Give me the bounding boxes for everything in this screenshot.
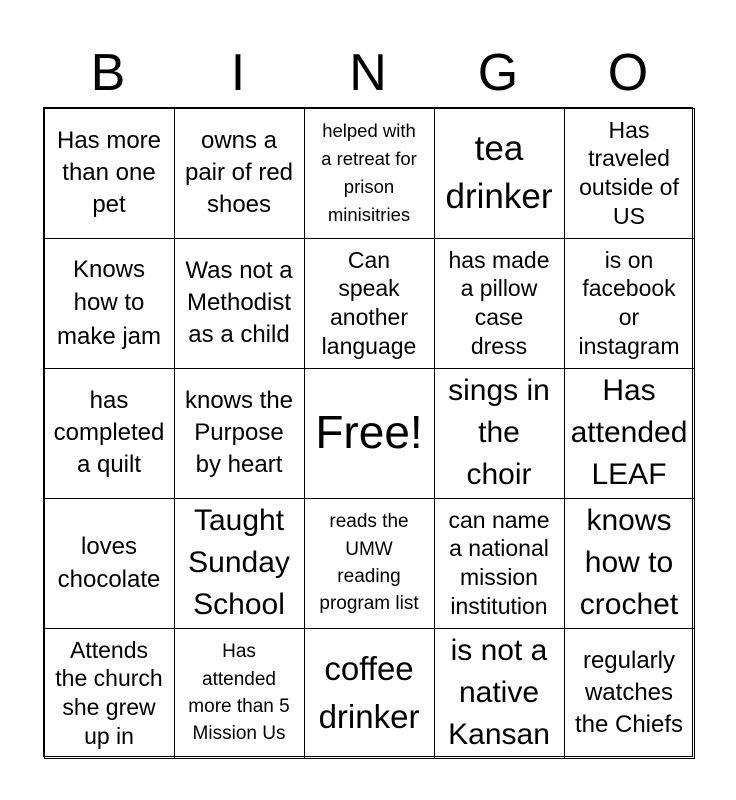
cell-text: is on facebook or instagram (578, 246, 680, 359)
bingo-cell-r4-c4[interactable] (434, 498, 565, 629)
cell-text: Attends the church she grew up in (55, 636, 163, 749)
bingo-cell-r2-c5[interactable] (564, 238, 695, 369)
cell-text: knows the Purpose by heart (184, 387, 294, 478)
cell-text: Has traveled outside of US (579, 116, 679, 229)
bingo-cell-r5-c1[interactable] (44, 628, 175, 759)
cell-text: tea drinker (445, 128, 553, 216)
bingo-header (43, 40, 693, 106)
free-space-text: Free! (315, 406, 423, 459)
cell-text: sings in the choir (448, 374, 550, 491)
bingo-cell-free[interactable] (304, 368, 435, 499)
cell-text: Knows how to make jam (56, 256, 162, 350)
bingo-cell-r5-c3[interactable] (304, 628, 435, 759)
cell-text: has made a pillow case dress (448, 246, 550, 359)
cell-text: Has attended more than 5 Mission Us (188, 641, 290, 745)
header-letter-o: O (607, 44, 649, 102)
cell-text: can name a national mission institution (448, 506, 550, 619)
cell-text: is not a native Kansan (448, 634, 550, 751)
bingo-cell-r3-c2[interactable] (174, 368, 305, 499)
bingo-cell-r1-c2[interactable] (174, 108, 305, 239)
cell-text: loves chocolate (57, 532, 161, 593)
header-letter-g: G (477, 44, 519, 102)
bingo-cell-r2-c1[interactable] (44, 238, 175, 369)
cell-text: Has attended LEAF (570, 374, 688, 491)
bingo-cell-r2-c3[interactable] (304, 238, 435, 369)
bingo-cell-r5-c4[interactable] (434, 628, 565, 759)
cell-text: regularly watches the Chiefs (574, 647, 684, 738)
bingo-cell-r1-c5[interactable] (564, 108, 695, 239)
cell-text: helped with a retreat for prison minisitries (321, 119, 417, 226)
bingo-cell-r1-c3[interactable] (304, 108, 435, 239)
cell-text: Taught Sunday School (188, 504, 290, 621)
bingo-cell-r5-c2[interactable] (174, 628, 305, 759)
bingo-cell-r4-c1[interactable] (44, 498, 175, 629)
cell-text: Can speak another language (321, 246, 417, 359)
cell-text: reads the UMW reading program list (319, 511, 419, 615)
bingo-cell-r2-c2[interactable] (174, 238, 305, 369)
bingo-cell-r4-c3[interactable] (304, 498, 435, 629)
bingo-cell-r4-c2[interactable] (174, 498, 305, 629)
cell-text: coffee drinker (318, 650, 420, 735)
header-letter-i: I (230, 44, 246, 102)
cell-text: has completed a quilt (53, 387, 165, 478)
cell-text: Has more than one pet (56, 127, 162, 218)
bingo-cell-r2-c4[interactable] (434, 238, 565, 369)
bingo-board (43, 107, 693, 757)
header-letter-n: N (349, 44, 387, 102)
bingo-cell-r1-c1[interactable] (44, 108, 175, 239)
header-letter-b: B (90, 44, 126, 102)
bingo-cell-r5-c5[interactable] (564, 628, 695, 759)
cell-text: owns a pair of red shoes (184, 127, 294, 218)
bingo-cell-r4-c5[interactable] (564, 498, 695, 629)
cell-text: Was not a Methodist as a child (185, 257, 293, 348)
bingo-cell-r3-c1[interactable] (44, 368, 175, 499)
bingo-cell-r3-c4[interactable] (434, 368, 565, 499)
bingo-cell-r3-c5[interactable] (564, 368, 695, 499)
cell-text: knows how to crochet (579, 504, 679, 621)
bingo-cell-r1-c4[interactable] (434, 108, 565, 239)
